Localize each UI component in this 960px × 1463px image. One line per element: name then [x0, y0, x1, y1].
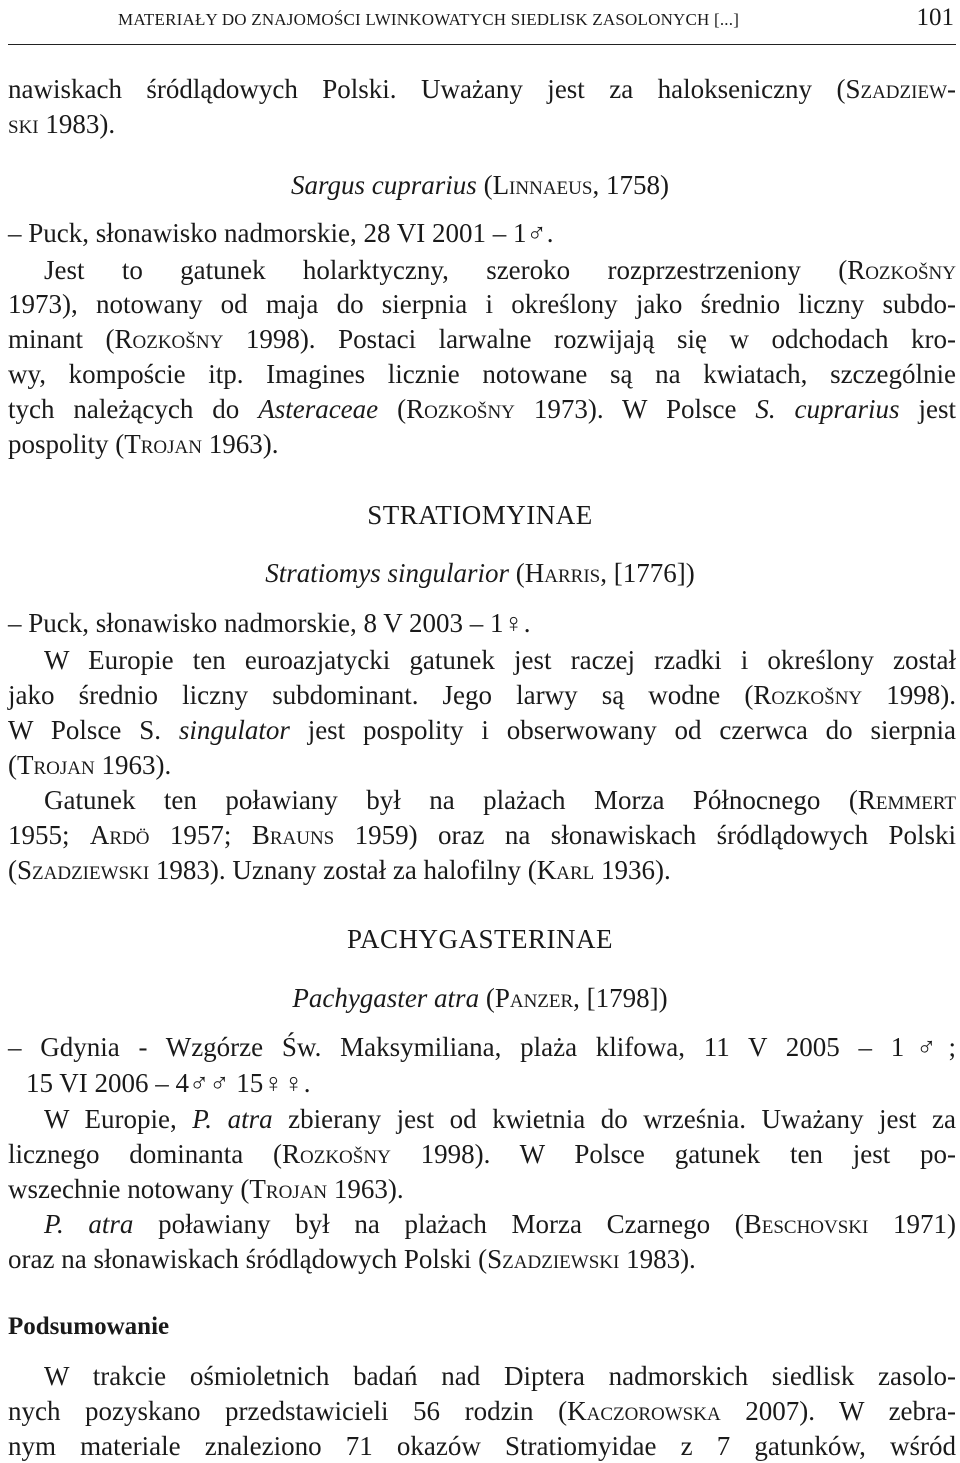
- text-line: (Trojan 1963).: [8, 750, 172, 780]
- species-heading: Sargus cuprarius (Linnaeus, 1758): [291, 170, 669, 200]
- text-line: nych pozyskano przedstawicieli 56 rodzin (Kaczorowska 2007). W zebra-: [8, 1396, 957, 1426]
- text-line: W Polsce S. singulator jest pospolity i obserwowany od czerwca do sierpnia: [8, 715, 956, 745]
- author-name: Trojan: [249, 1174, 328, 1204]
- author-name: Karl: [536, 855, 595, 885]
- species-heading: Stratiomys singularior (Harris, [1776]): [265, 558, 695, 588]
- text-line: 1973), notowany od maja do sierpnia i określony jako średnio liczny subdo-: [8, 289, 956, 319]
- text-line: jako średnio liczny subdominant. Jego larwy są wodne (Rozkošny 1998).: [8, 680, 956, 710]
- author-name: Rozkošny: [847, 255, 956, 285]
- text-line: Gatunek ten poławiany był na plażach Morza Północnego (Remmert: [44, 785, 956, 815]
- header-rule: [8, 44, 956, 45]
- author-name: Kaczorowska: [567, 1396, 721, 1426]
- author-name: ski: [8, 109, 39, 139]
- author-name: Szadziewski: [487, 1244, 620, 1274]
- species-heading: Pachygaster atra (Panzer, [1798]): [292, 983, 668, 1013]
- text-line: licznego dominanta (Rozkošny 1998). W Polsce gatunek ten jest po-: [8, 1139, 956, 1169]
- text-line: (Szadziewski 1983). Uznany został za halofilny (Karl 1936).: [8, 855, 671, 885]
- author-name: Trojan: [17, 750, 95, 780]
- author-name: Brauns: [251, 820, 335, 850]
- text-line: oraz na słonawiskach śródlądowych Polski (Szadziewski 1983).: [8, 1244, 696, 1274]
- text-line: nym materiale znaleziono 71 okazów Stratiomyidae z 7 gatunków, wśród: [8, 1431, 956, 1461]
- species-name: Pachygaster atra: [292, 983, 480, 1013]
- text-line: 1955; Ardö 1957; Brauns 1959) oraz na słonawiskach śródlądowych Polski: [8, 820, 956, 850]
- author-name: Rozkošny: [114, 324, 224, 354]
- subfamily-heading: PACHYGASTERINAE: [346, 924, 614, 954]
- text-line: tych należących do Asteraceae (Rozkošny 1973). W Polsce S. cuprarius jest: [8, 394, 957, 424]
- author-name: Harris: [524, 558, 601, 588]
- species-name: singulator: [178, 715, 290, 745]
- taxon-name: Asteraceae: [258, 394, 379, 424]
- running-header: [0, 4, 960, 40]
- text-line: W Europie ten euroazjatycki gatunek jest raczej rzadki i określony został: [44, 645, 956, 675]
- section-heading: Podsumowanie: [8, 1313, 170, 1340]
- subfamily-heading: STRATIOMYINAE: [367, 500, 593, 530]
- text-line: Jest to gatunek holarktyczny, szeroko rozprzestrzeniony (Rozkošny: [44, 255, 956, 285]
- text-line: W Europie, P. atra zbierany jest od kwietnia do września. Uważany jest za: [44, 1104, 956, 1134]
- text-line: minant (Rozkošny 1998). Postaci larwalne rozwijają się w odchodach kro-: [8, 324, 956, 354]
- author-name: Rozkošny: [406, 394, 515, 424]
- record-line: – Puck, słonawisko nadmorskie, 8 V 2003 – 1♀.: [8, 608, 531, 638]
- species-name: Sargus cuprarius: [291, 170, 477, 200]
- record-line: – Gdynia - Wzgórze Św. Maksymiliana, plaża klifowa, 11 V 2005 – 1♂;: [8, 1032, 956, 1062]
- species-name: P. atra: [192, 1104, 273, 1134]
- species-name: P. atra: [44, 1209, 134, 1239]
- author-name: Szadziew-: [845, 74, 956, 104]
- author-name: Remmert: [857, 785, 956, 815]
- text-line: ski 1983).: [8, 109, 116, 139]
- author-name: Linnaeus: [492, 170, 593, 200]
- author-name: Trojan: [124, 429, 202, 459]
- page-number: 101: [916, 4, 954, 31]
- text-line: wszechnie notowany (Trojan 1963).: [8, 1174, 404, 1204]
- author-name: Rozkošny: [753, 680, 863, 710]
- species-name: S. cuprarius: [755, 394, 900, 424]
- text-line: W trakcie ośmioletnich badań nad Diptera nadmorskich siedlisk zasolo-: [44, 1361, 956, 1391]
- record-line: 15 VI 2006 – 4♂♂ 15♀♀.: [26, 1068, 311, 1098]
- text-line: P. atra poławiany był na plażach Morza Czarnego (Beschovski 1971): [44, 1209, 956, 1239]
- species-name: Stratiomys singularior: [265, 558, 510, 588]
- author-name: Beschovski: [743, 1209, 869, 1239]
- author-name: Szadziewski: [17, 855, 150, 885]
- author-name: Ardö: [89, 820, 150, 850]
- running-title: MATERIAŁY DO ZNAJOMOŚCI LWINKOWATYCH SIEDLISK ZASOLONYCH [...]: [118, 10, 740, 29]
- author-name: Rozkošny: [282, 1139, 391, 1169]
- text-line: pospolity (Trojan 1963).: [8, 429, 279, 459]
- record-line: – Puck, słonawisko nadmorskie, 28 VI 2001 – 1♂.: [8, 218, 554, 248]
- author-name: Panzer: [494, 983, 574, 1013]
- text-line: wy, kompoście itp. Imagines licznie notowane są na kwiatach, szczególnie: [8, 359, 956, 389]
- text-line: nawiskach śródlądowych Polski. Uważany jest za halokseniczny (Szadziew-: [8, 74, 956, 104]
